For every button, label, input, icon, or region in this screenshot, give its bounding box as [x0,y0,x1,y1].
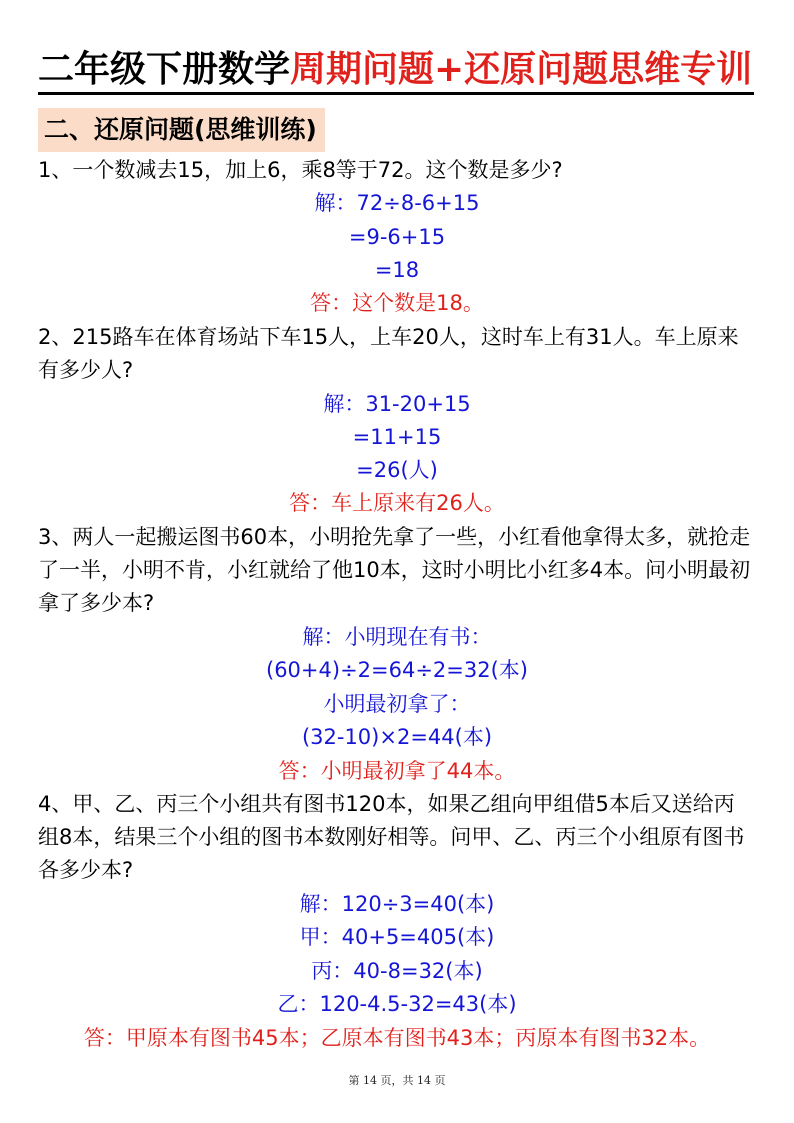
problem-2-answer: 答：车上原来有26人。 [289,491,505,515]
problem-4-solution-line: 丙：40-8=32(本) [311,959,483,983]
problem-3-solution-line: (60+4)÷2=64÷2=32(本) [266,658,528,682]
problem-2-solution-line: =26(人) [356,458,438,482]
problem-4-solution-line: 甲：40+5=405(本) [299,925,495,949]
title-red: 周期问题+还原问题思维专训 [290,49,753,90]
section-heading: 二、还原问题(思维训练) [38,108,325,152]
problem-2-solution-line: 解：31-20+15 [323,392,471,416]
problem-1-solution-line: 解：72÷8-6+15 [314,191,480,215]
page-title [38,44,754,96]
problem-4-question: 4、甲、乙、丙三个小组共有图书120本，如果乙组向甲组借5本后又送给丙组8本，结果三个小组的图书本数刚好相等。问甲、乙、丙三个小组原有图书各多少本? [38,792,745,882]
page-footer: 第 14 页，共 14 页 [348,1074,446,1087]
problem-3-solution-line: 小明最初拿了： [323,692,471,716]
problem-4-solution-line: 解：120÷3=40(本) [299,892,495,916]
problem-3-answer: 答：小明最初拿了44本。 [278,759,516,783]
title-underline [38,92,754,95]
problem-4-solution-line: 乙：120-4.5-32=43(本) [277,992,517,1016]
problem-3-question: 3、两人一起搬运图书60本，小明抢先拿了一些，小红看他拿得太多，就抢走了一半，小明不肯，小红就给了他10本，这时小明比小红多4本。问小明最初拿了多少本? [38,525,751,615]
title-black: 二年级下册数学 [38,49,291,90]
problem-3-solution-line: 解：小明现在有书： [302,625,492,649]
problem-1-solution-line: =18 [374,258,420,282]
problem-2-question: 2、215路车在体育场站下车15人，上车20人，这时车上有31人。车上原来有多少人? [38,325,739,382]
problem-1-question: 1、一个数减去15，加上6，乘8等于72。这个数是多少? [38,158,563,182]
problem-4-answer: 答：甲原本有图书45本；乙原本有图书43本；丙原本有图书32本。 [83,1026,711,1050]
problem-1-solution-line: =9-6+15 [348,225,446,249]
problem-2-solution-line: =11+15 [352,425,442,449]
problem-1-answer: 答：这个数是18。 [310,291,484,315]
problem-3-solution-line: (32-10)×2=44(本) [301,725,493,749]
